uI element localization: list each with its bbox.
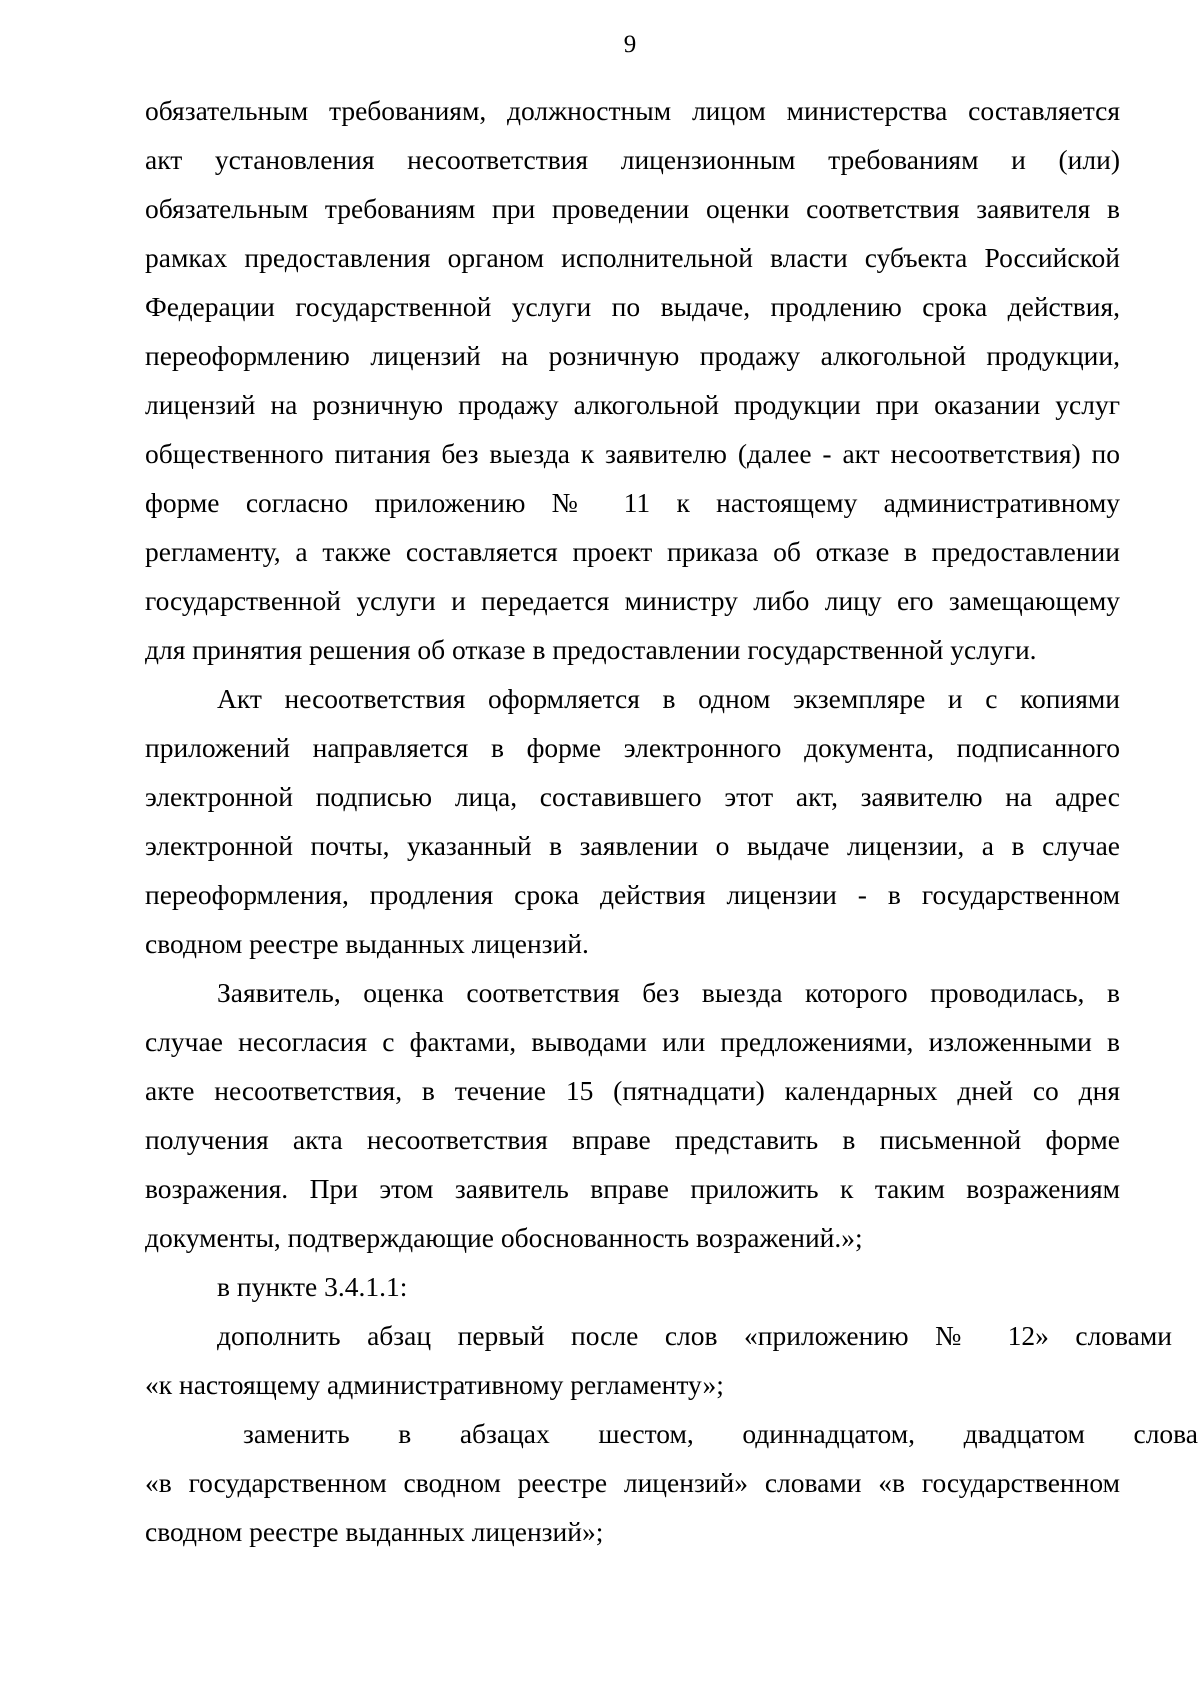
text-line: сводном реестре выданных лицензий. — [145, 928, 589, 959]
paragraph-1 — [145, 86, 1120, 674]
text-line: Федерации государственной услуги по выдаче, продлению срока действия, — [145, 291, 1120, 322]
paragraph-4 — [145, 1262, 1120, 1311]
text-line: общественного питания без выезда к заявителю (далее - акт несоответствия) по — [145, 438, 1120, 469]
text-line: «в государственном сводном реестре лицензий» словами «в государственном — [145, 1467, 1120, 1498]
text-line: регламенту, а также составляется проект приказа об отказе в предоставлении — [145, 536, 1120, 567]
text-line: акт установления несоответствия лицензионным требованиям и (или) — [145, 144, 1120, 175]
text-line: сводном реестре выданных лицензий»; — [145, 1516, 604, 1547]
paragraph-2 — [145, 674, 1120, 968]
text-line: обязательным требованиям, должностным лицом министерства составляется — [145, 95, 1120, 126]
paragraph-5 — [145, 1311, 1172, 1409]
text-line: государственной услуги и передается министру либо лицу его замещающему — [145, 585, 1120, 616]
text-line: переоформлению лицензий на розничную продажу алкогольной продукции, — [145, 340, 1120, 371]
page-number: 9 — [623, 31, 637, 58]
text-line: Заявитель, оценка соответствия без выезда которого проводилась, в — [217, 977, 1120, 1008]
text-line: «к настоящему административному регламенту»; — [145, 1369, 724, 1400]
text-line: Акт несоответствия оформляется в одном экземпляре и с копиями — [217, 683, 1120, 714]
text-line: обязательным требованиям при проведении оценки соответствия заявителя в — [145, 193, 1120, 224]
text-line: форме согласно приложению № 11 к настоящему административному — [145, 487, 1120, 518]
text-line: лицензий на розничную продажу алкогольной продукции при оказании услуг — [145, 389, 1120, 420]
text-line: документы, подтверждающие обоснованность возражений.»; — [145, 1222, 863, 1253]
text-line: в пункте 3.4.1.1: — [217, 1271, 408, 1302]
text-line: случае несогласия с фактами, выводами или предложениями, изложенными в — [145, 1026, 1120, 1057]
text-line: получения акта несоответствия вправе представить в письменной форме — [145, 1124, 1120, 1155]
text-line: рамках предоставления органом исполнительной власти субъекта Российской — [145, 242, 1120, 273]
text-line: акте несоответствия, в течение 15 (пятнадцати) календарных дней со дня — [145, 1075, 1120, 1106]
text-line: электронной подписью лица, составившего этот акт, заявителю на адрес — [145, 781, 1120, 812]
paragraph-6 — [145, 1409, 1198, 1556]
paragraph-3 — [145, 968, 1120, 1262]
text-line: приложений направляется в форме электронного документа, подписанного — [145, 732, 1120, 763]
text-line: дополнить абзац первый после слов «приложению № 12» словами — [217, 1320, 1172, 1351]
text-line: для принятия решения об отказе в предоставлении государственной услуги. — [145, 634, 1037, 665]
text-line: возражения. При этом заявитель вправе приложить к таким возражениям — [145, 1173, 1120, 1204]
text-line: переоформления, продления срока действия лицензии - в государственном — [145, 879, 1120, 910]
document-body — [145, 86, 1198, 1556]
text-line: электронной почты, указанный в заявлении о выдаче лицензии, а в случае — [145, 830, 1120, 861]
text-line: заменить в абзацах шестом, одиннадцатом, двадцатом слова — [243, 1418, 1198, 1449]
